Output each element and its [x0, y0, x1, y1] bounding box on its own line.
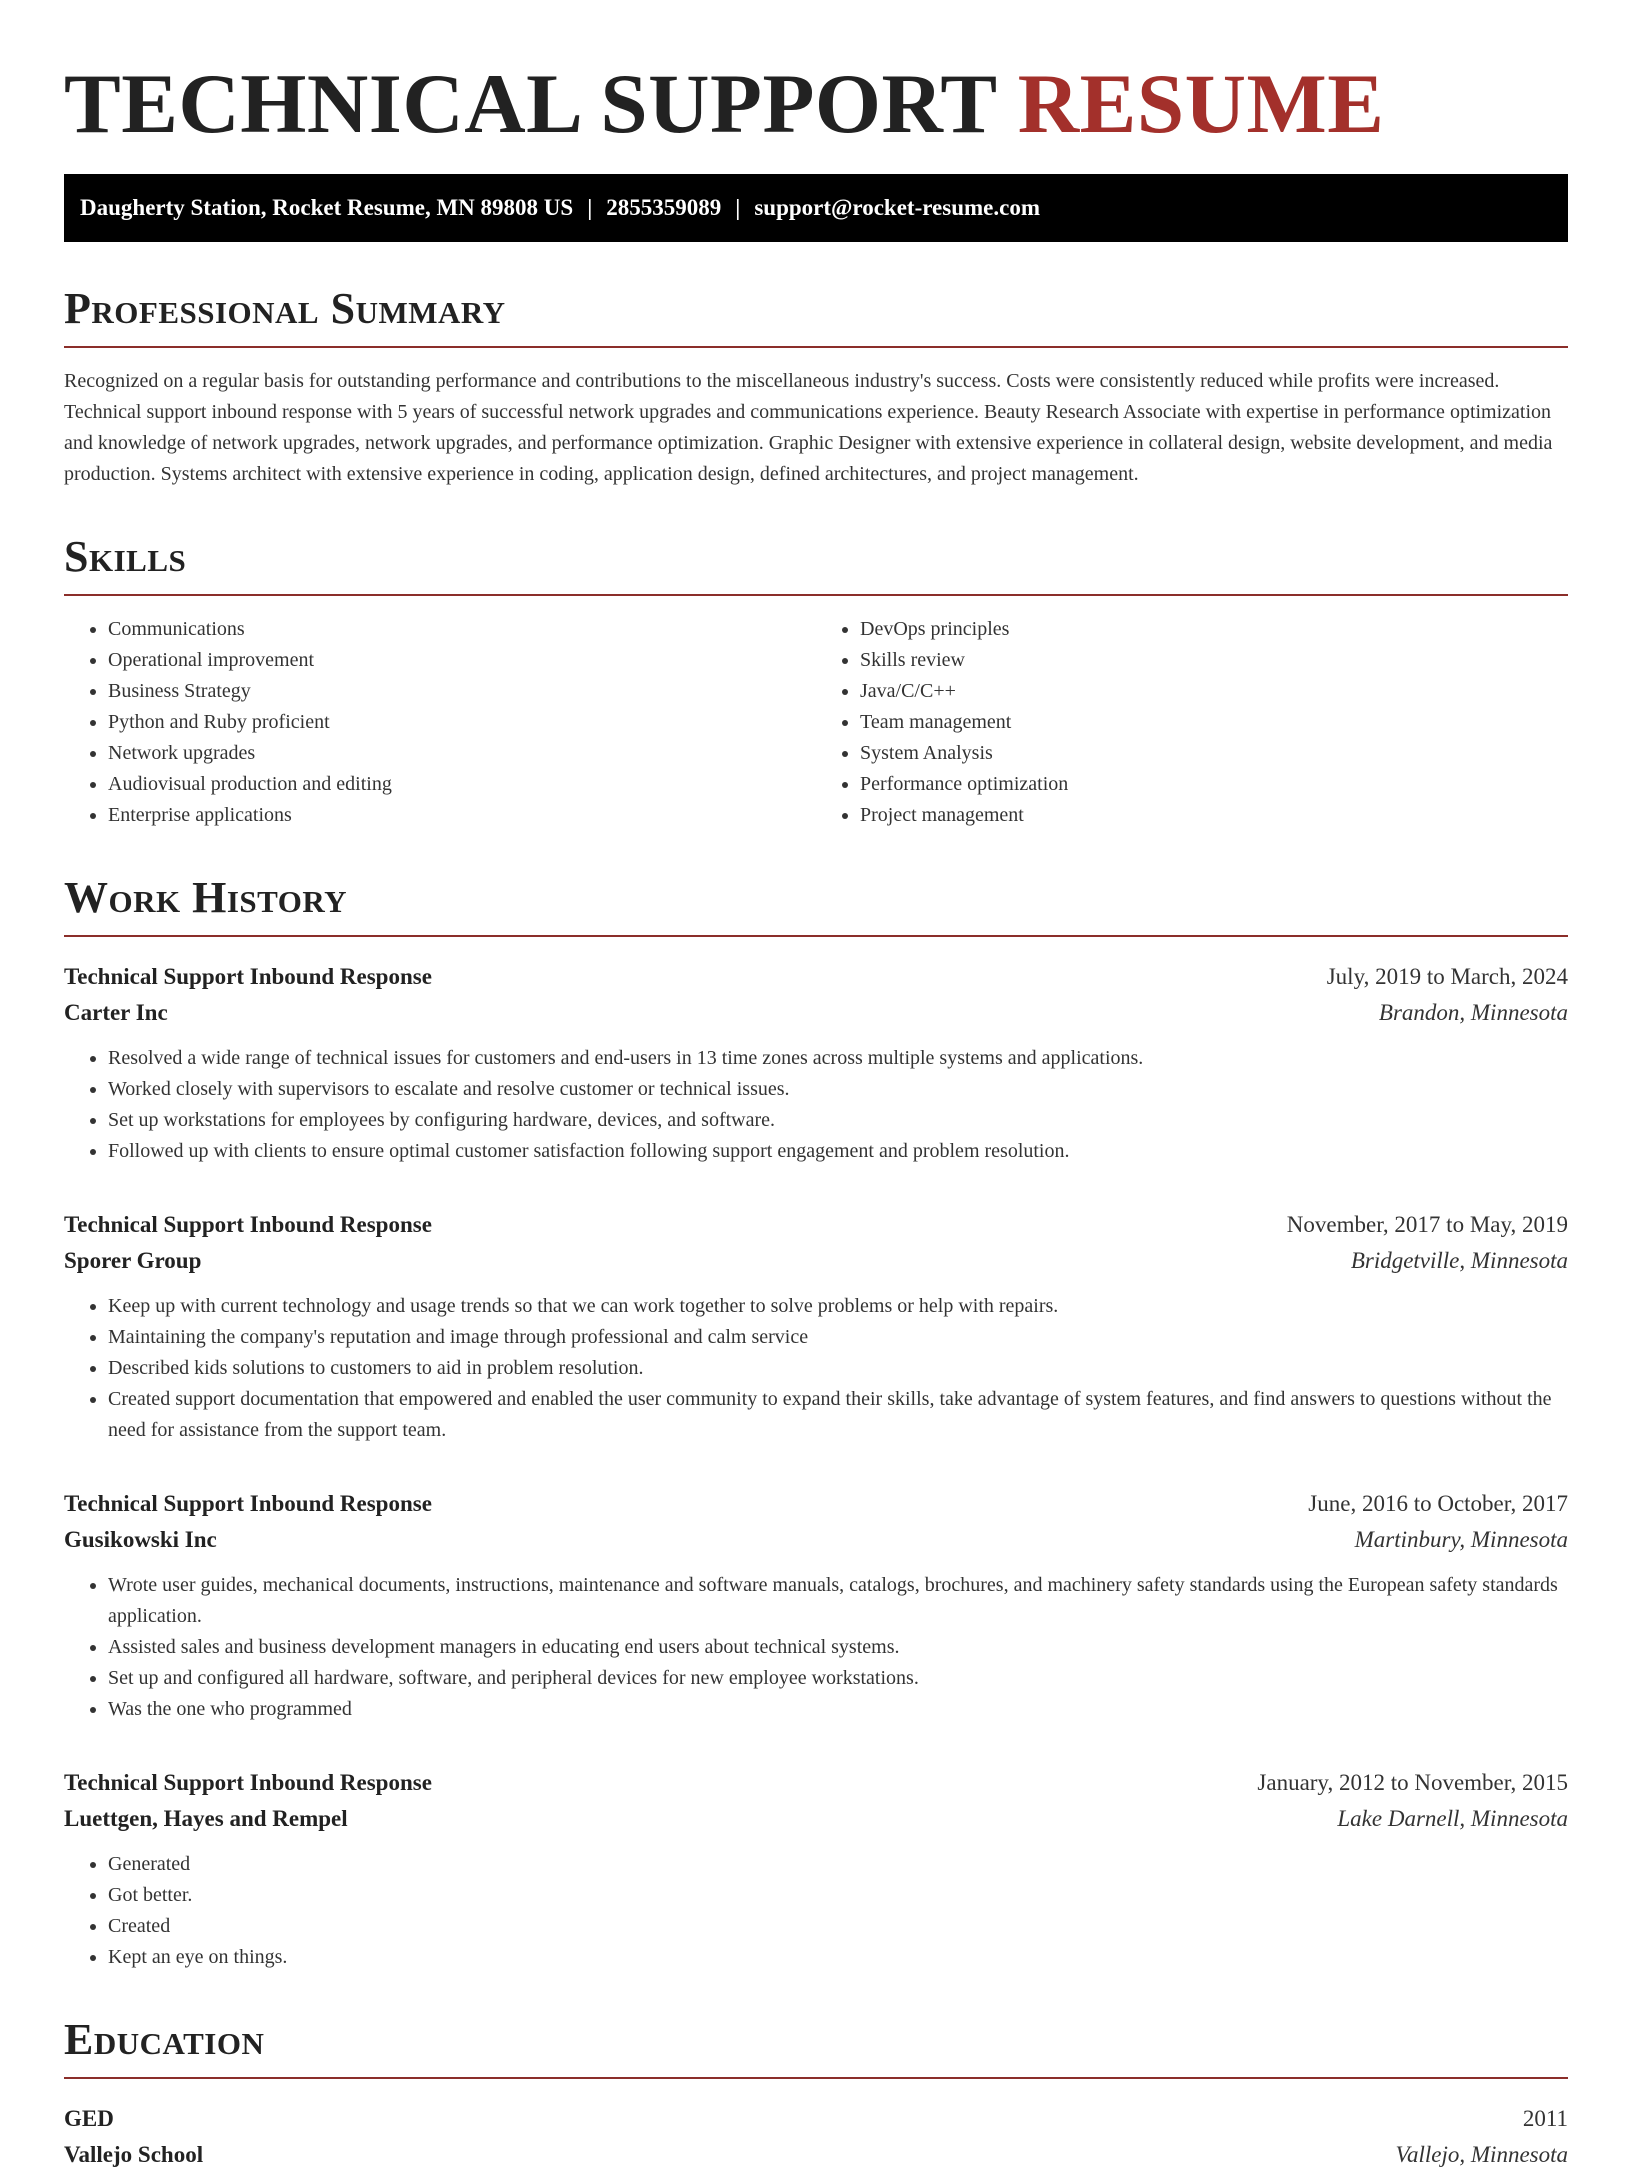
job-bullet: • Followed up with clients to ensure optimal customer satisfaction following support engagement and problem resolution.: [108, 1136, 1568, 1167]
job-bullet: • Set up and configured all hardware, software, and peripheral devices for new employee workstations.: [108, 1663, 1568, 1694]
job-bullet: • Assisted sales and business development managers in educating end users about technical systems.: [108, 1632, 1568, 1663]
job-bullets: [64, 1291, 1568, 1446]
contact-separator: |: [735, 195, 741, 220]
job-bullet: • Keep up with current technology and usage trends so that we can work together to solve problems or help with repairs.: [108, 1291, 1568, 1322]
summary-heading: Professional Summary: [64, 284, 1568, 348]
job-location: Lake Darnell, Minnesota: [1337, 1806, 1568, 1831]
skill-item: • Java/C/C++: [860, 676, 1568, 707]
skill-item: • Python and Ruby proficient: [108, 707, 816, 738]
skill-item: • DevOps principles: [860, 614, 1568, 645]
education-school-row: [64, 2137, 1568, 2173]
education-section: [64, 2015, 1568, 2173]
education-degree-row: [64, 2101, 1568, 2137]
skill-item: • Team management: [860, 707, 1568, 738]
job-entry: [64, 959, 1568, 1167]
education-degree: GED: [64, 2106, 114, 2131]
job-location: Bridgetville, Minnesota: [1350, 1248, 1568, 1273]
skill-item: • Enterprise applications: [108, 800, 816, 831]
skill-item: • Performance optimization: [860, 769, 1568, 800]
job-title: Technical Support Inbound Response: [64, 1770, 432, 1795]
job-location: Martinbury, Minnesota: [1354, 1527, 1568, 1552]
job-dates: June, 2016 to October, 2017: [1308, 1491, 1568, 1516]
skill-item: • Audiovisual production and editing: [108, 769, 816, 800]
job-company-row: [64, 995, 1568, 1031]
title-accent: RESUME: [1017, 57, 1385, 151]
title-main: TECHNICAL SUPPORT: [64, 57, 1018, 151]
work-history-heading: Work History: [64, 873, 1568, 937]
contact-address: Daugherty Station, Rocket Resume, MN 89808 US: [80, 195, 574, 220]
resume-title: [64, 56, 1568, 152]
contact-email[interactable]: support@rocket-resume.com: [754, 195, 1040, 220]
job-bullet: • Worked closely with supervisors to escalate and resolve customer or technical issues.: [108, 1074, 1568, 1105]
job-bullet: • Kept an eye on things.: [108, 1942, 1568, 1973]
job-dates: January, 2012 to November, 2015: [1257, 1770, 1568, 1795]
skills-heading: Skills: [64, 532, 1568, 596]
job-location: Brandon, Minnesota: [1378, 1000, 1568, 1025]
job-company-row: [64, 1522, 1568, 1558]
job-dates: November, 2017 to May, 2019: [1286, 1212, 1568, 1237]
job-header-row: [64, 1486, 1568, 1522]
job-bullet: • Wrote user guides, mechanical documents, instructions, maintenance and software manuals, catalogs, brochures, and machinery safety standards using the European safety standards application.: [108, 1570, 1568, 1632]
job-company-row: [64, 1801, 1568, 1837]
job-entry: [64, 1765, 1568, 1973]
contact-separator: |: [587, 195, 593, 220]
job-bullet: • Maintaining the company's reputation and image through professional and calm service: [108, 1322, 1568, 1353]
job-bullet: • Created: [108, 1911, 1568, 1942]
job-title: Technical Support Inbound Response: [64, 1212, 432, 1237]
skills-section: [64, 532, 1568, 831]
job-bullet: • Got better.: [108, 1880, 1568, 1911]
contact-bar: [64, 174, 1568, 242]
job-header-row: [64, 1765, 1568, 1801]
summary-text: Recognized on a regular basis for outstanding performance and contributions to the miscellaneous industry's success. Costs were consistently reduced while profits were increased. Technical support inbound response with 5 years of successful network upgrades and communications experience. Beauty Research Associate with expertise in performance optimization and knowledge of network upgrades, network upgrades, and performance optimization. Graphic Designer with extensive experience in collateral design, website development, and media production. Systems architect with extensive experience in coding, application design, defined architectures, and project management.: [64, 370, 1553, 485]
education-year: 2011: [1522, 2106, 1568, 2131]
skill-item: • System Analysis: [860, 738, 1568, 769]
job-company: Sporer Group: [64, 1248, 202, 1273]
job-entry: [64, 1207, 1568, 1446]
skill-item: • Business Strategy: [108, 676, 816, 707]
job-company: Gusikowski Inc: [64, 1527, 217, 1552]
job-header-row: [64, 959, 1568, 995]
job-title: Technical Support Inbound Response: [64, 964, 432, 989]
job-bullet: • Created support documentation that empowered and enabled the user community to expand their skills, take advantage of system features, and find answers to questions without the need for assistance from the support team.: [108, 1384, 1568, 1446]
contact-phone: 2855359089: [606, 195, 722, 220]
skills-column-right: [816, 614, 1568, 831]
education-location: Vallejo, Minnesota: [1395, 2142, 1568, 2167]
job-header-row: [64, 1207, 1568, 1243]
job-title: Technical Support Inbound Response: [64, 1491, 432, 1516]
job-bullet: • Generated: [108, 1849, 1568, 1880]
summary-section: [64, 284, 1568, 490]
job-bullets: [64, 1043, 1568, 1167]
education-heading: Education: [64, 2015, 1568, 2079]
skills-list: [64, 614, 1568, 831]
job-bullets: [64, 1570, 1568, 1725]
job-company-row: [64, 1243, 1568, 1279]
education-school: Vallejo School: [64, 2142, 204, 2167]
skill-item: • Skills review: [860, 645, 1568, 676]
job-company: Luettgen, Hayes and Rempel: [64, 1806, 348, 1831]
skill-item: • Communications: [108, 614, 816, 645]
job-bullet: • Resolved a wide range of technical issues for customers and end-users in 13 time zones across multiple systems and applications.: [108, 1043, 1568, 1074]
job-bullet: • Was the one who programmed: [108, 1694, 1568, 1725]
work-history-section: [64, 873, 1568, 1973]
job-bullet: • Described kids solutions to customers to aid in problem resolution.: [108, 1353, 1568, 1384]
job-dates: July, 2019 to March, 2024: [1326, 964, 1568, 989]
job-bullet: • Set up workstations for employees by configuring hardware, devices, and software.: [108, 1105, 1568, 1136]
skill-item: • Operational improvement: [108, 645, 816, 676]
job-company: Carter Inc: [64, 1000, 168, 1025]
job-entry: [64, 1486, 1568, 1725]
skill-item: • Network upgrades: [108, 738, 816, 769]
skill-item: • Project management: [860, 800, 1568, 831]
skills-column-left: [64, 614, 816, 831]
job-bullets: [64, 1849, 1568, 1973]
